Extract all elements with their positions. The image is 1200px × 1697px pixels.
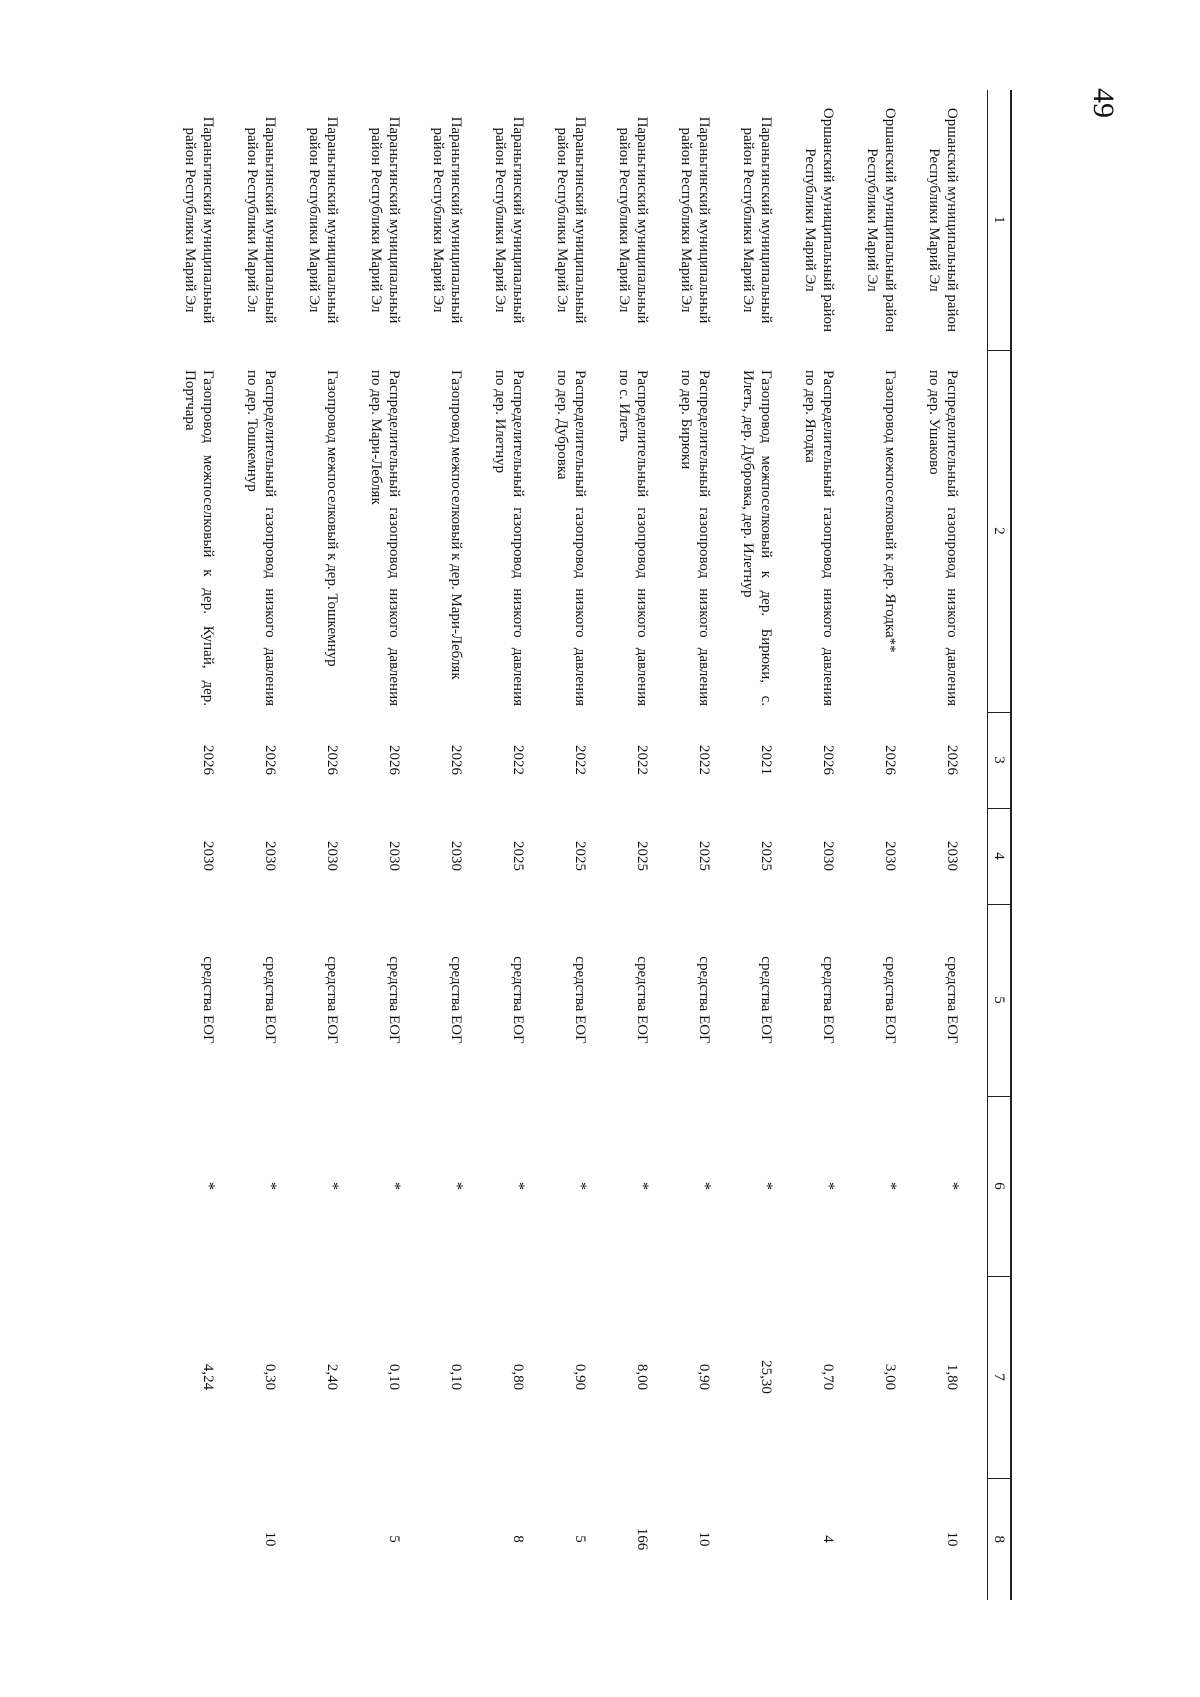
start-year-cell: 2022 <box>572 745 588 775</box>
district-cell: Параньгинский муниципальный район Республики Марий Эл <box>616 116 650 324</box>
mark-cell: * <box>634 1182 651 1190</box>
district-cell: Параньгинский муниципальный район Республики Марий Эл <box>368 116 402 324</box>
table-row <box>677 90 739 1600</box>
mark-cell: * <box>200 1182 217 1190</box>
column-header: 8 <box>988 1478 1012 1600</box>
funding-source-cell: средства ЕОГ <box>386 956 402 1044</box>
length-cell: 0,10 <box>386 1363 402 1391</box>
start-year-cell: 2026 <box>944 745 960 775</box>
end-year-cell: 2025 <box>572 841 588 871</box>
mark-cell: * <box>448 1182 465 1190</box>
funding-source-cell: средства ЕОГ <box>572 956 588 1044</box>
funding-source-cell: средства ЕОГ <box>262 956 278 1044</box>
end-year-cell: 2030 <box>386 841 402 871</box>
district-cell: Параньгинский муниципальный район Республики Марий Эл <box>492 116 526 324</box>
funding-source-cell: средства ЕОГ <box>944 956 960 1044</box>
district-cell: Параньгинский муниципальный район Республики Марий Эл <box>244 116 278 324</box>
length-cell: 25,30 <box>758 1360 774 1394</box>
count-cell <box>429 1478 491 1600</box>
funding-source-cell: средства ЕОГ <box>820 956 836 1044</box>
mark-cell: * <box>758 1182 775 1190</box>
start-year-cell: 2026 <box>200 745 216 775</box>
length-cell: 8,00 <box>634 1363 650 1391</box>
table-row <box>243 90 305 1600</box>
district-cell: Параньгинский муниципальный район Республики Марий Эл <box>182 116 216 324</box>
length-cell: 4,24 <box>200 1363 216 1391</box>
object-name-cell: Распределительный газопровод низкого давления по дер. Бирюки <box>678 370 712 706</box>
column-header: 5 <box>988 904 1012 1096</box>
table-row <box>491 90 553 1600</box>
start-year-cell: 2026 <box>386 745 402 775</box>
district-cell: Параньгинский муниципальный район Республики Марий Эл <box>740 116 774 324</box>
mark-cell: * <box>696 1182 713 1190</box>
object-name-cell: Распределительный газопровод низкого давления по дер. Дубровка <box>554 370 588 706</box>
length-cell: 0,70 <box>820 1363 836 1391</box>
column-header: 3 <box>988 712 1012 808</box>
mark-cell: * <box>882 1182 899 1190</box>
table-row <box>615 90 677 1600</box>
table-row <box>801 90 863 1600</box>
object-name-cell: Газопровод межпоселковый к дер. Ягодка** <box>882 370 898 653</box>
object-name-cell: Распределительный газопровод низкого давления по дер. Тошкемнур <box>244 370 278 706</box>
mark-cell: * <box>262 1182 279 1190</box>
length-cell: 0,30 <box>262 1363 278 1391</box>
funding-source-cell: средства ЕОГ <box>510 956 526 1044</box>
object-name-cell: Распределительный газопровод низкого давления по дер. Илетнур <box>492 370 526 706</box>
end-year-cell: 2025 <box>510 841 526 871</box>
count-cell: 10 <box>696 1531 712 1547</box>
column-number-row <box>988 90 1012 1600</box>
length-cell: 0,10 <box>448 1363 464 1391</box>
count-cell: 5 <box>572 1535 588 1543</box>
start-year-cell: 2021 <box>758 745 774 775</box>
column-header: 7 <box>988 1276 1012 1478</box>
count-cell: 10 <box>262 1531 278 1547</box>
count-cell <box>305 1478 367 1600</box>
district-cell: Параньгинский муниципальный район Республики Марий Эл <box>430 116 464 324</box>
column-header: 4 <box>988 808 1012 904</box>
count-cell <box>863 1478 925 1600</box>
mark-cell: * <box>572 1182 589 1190</box>
table-row <box>739 90 801 1600</box>
object-name-cell: Распределительный газопровод низкого давления по дер. Ушаково <box>926 370 960 706</box>
end-year-cell: 2030 <box>448 841 464 871</box>
start-year-cell: 2026 <box>262 745 278 775</box>
length-cell: 0,80 <box>510 1363 526 1391</box>
end-year-cell: 2030 <box>324 841 340 871</box>
table-row <box>925 90 988 1600</box>
mark-cell: * <box>944 1182 961 1190</box>
end-year-cell: 2030 <box>944 841 960 871</box>
object-name-cell: Газопровод межпоселковый к дер. Тошкемнур <box>324 370 340 667</box>
count-cell: 166 <box>634 1527 650 1551</box>
length-cell: 0,90 <box>572 1363 588 1391</box>
object-name-cell: Распределительный газопровод низкого давления по с. Илеть <box>616 370 650 706</box>
column-header: 2 <box>988 350 1012 712</box>
end-year-cell: 2030 <box>262 841 278 871</box>
count-cell <box>739 1478 801 1600</box>
end-year-cell: 2025 <box>696 841 712 871</box>
page-number: 49 <box>1087 88 1120 118</box>
table-row <box>553 90 615 1600</box>
table-row <box>863 90 925 1600</box>
count-cell: 10 <box>944 1531 960 1547</box>
end-year-cell: 2025 <box>758 841 774 871</box>
table-row <box>305 90 367 1600</box>
funding-source-cell: средства ЕОГ <box>448 956 464 1044</box>
funding-source-cell: средства ЕОГ <box>882 956 898 1044</box>
start-year-cell: 2022 <box>510 745 526 775</box>
object-name-cell: Распределительный газопровод низкого давления по дер. Мари-Лебляк <box>368 370 402 706</box>
start-year-cell: 2022 <box>696 745 712 775</box>
count-cell: 5 <box>386 1535 402 1543</box>
gas-pipeline-table <box>181 90 1012 1600</box>
object-name-cell: Распределительный газопровод низкого давления по дер. Ягодка <box>802 370 836 706</box>
start-year-cell: 2022 <box>634 745 650 775</box>
funding-source-cell: средства ЕОГ <box>634 956 650 1044</box>
district-cell: Параньгинский муниципальный район Республики Марий Эл <box>554 116 588 324</box>
district-cell: Параньгинский муниципальный район Республики Марий Эл <box>306 116 340 324</box>
table-row <box>429 90 491 1600</box>
start-year-cell: 2026 <box>324 745 340 775</box>
mark-cell: * <box>324 1182 341 1190</box>
rotated-table-canvas <box>182 90 1012 1600</box>
object-name-cell: Газопровод межпоселковый к дер. Мари-Лебляк <box>448 370 464 680</box>
length-cell: 1,80 <box>944 1363 960 1391</box>
length-cell: 3,00 <box>882 1363 898 1391</box>
district-cell: Оршанский муниципальный район Республики Марий Эл <box>926 107 960 333</box>
funding-source-cell: средства ЕОГ <box>324 956 340 1044</box>
table-row <box>367 90 429 1600</box>
start-year-cell: 2026 <box>820 745 836 775</box>
length-cell: 0,90 <box>696 1363 712 1391</box>
table-row <box>181 90 243 1600</box>
end-year-cell: 2030 <box>882 841 898 871</box>
funding-source-cell: средства ЕОГ <box>696 956 712 1044</box>
district-cell: Параньгинский муниципальный район Республики Марий Эл <box>678 116 712 324</box>
funding-source-cell: средства ЕОГ <box>758 956 774 1044</box>
object-name-cell: Газопровод межпоселковый к дер. Купай, дер. Портчара <box>182 370 216 706</box>
start-year-cell: 2026 <box>448 745 464 775</box>
district-cell: Оршанский муниципальный район Республики Марий Эл <box>864 107 898 333</box>
end-year-cell: 2025 <box>634 841 650 871</box>
funding-source-cell: средства ЕОГ <box>200 956 216 1044</box>
end-year-cell: 2030 <box>820 841 836 871</box>
end-year-cell: 2030 <box>200 841 216 871</box>
district-cell: Оршанский муниципальный район Республики Марий Эл <box>802 107 836 333</box>
count-cell: 8 <box>510 1535 526 1543</box>
column-header: 6 <box>988 1096 1012 1276</box>
count-cell: 4 <box>820 1535 836 1543</box>
mark-cell: * <box>386 1182 403 1190</box>
object-name-cell: Газопровод межпоселковый к дер. Бирюки, с. Илеть, дер. Дубровка, дер. Илетнур <box>740 370 774 706</box>
mark-cell: * <box>820 1182 837 1190</box>
column-header: 1 <box>988 90 1012 350</box>
start-year-cell: 2026 <box>882 745 898 775</box>
count-cell <box>181 1478 243 1600</box>
mark-cell: * <box>510 1182 527 1190</box>
length-cell: 2,40 <box>324 1363 340 1391</box>
